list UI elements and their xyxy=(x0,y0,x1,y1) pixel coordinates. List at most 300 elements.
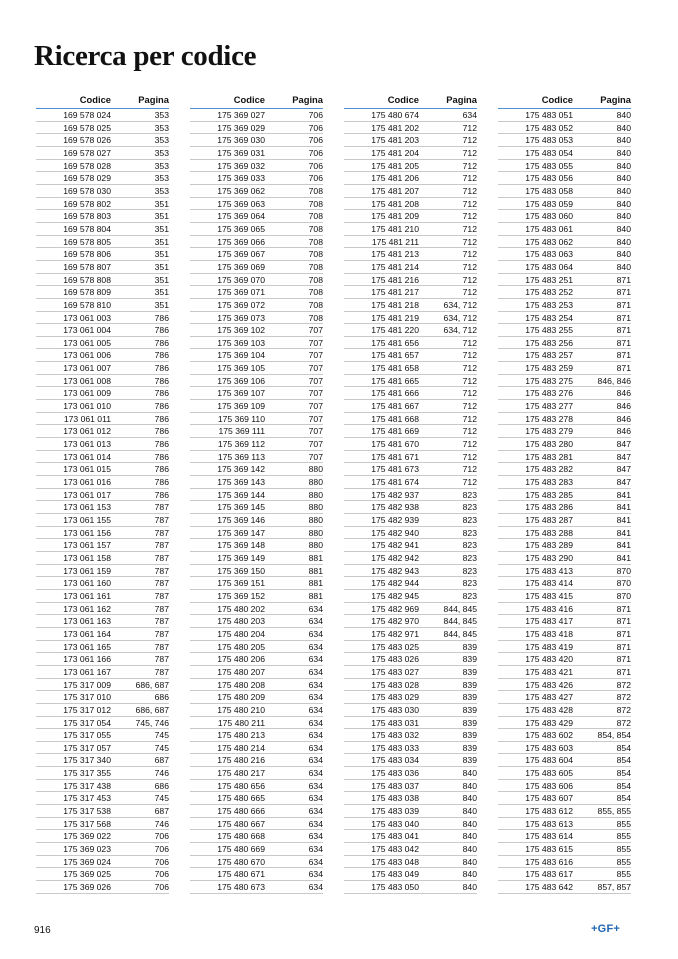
code-cell: 175 480 217 xyxy=(217,768,265,779)
page-cell: 634 xyxy=(308,882,323,893)
table-row xyxy=(36,868,169,881)
page-cell: 840 xyxy=(616,236,631,247)
code-cell: 169 578 807 xyxy=(63,261,111,272)
code-cell: 175 480 202 xyxy=(217,603,265,614)
code-cell: 175 483 054 xyxy=(525,147,573,158)
table-row xyxy=(498,223,631,236)
code-cell: 173 061 161 xyxy=(63,590,111,601)
table-row xyxy=(344,425,477,438)
table-row xyxy=(190,375,323,388)
table-row xyxy=(344,691,477,704)
page-cell: 351 xyxy=(154,249,169,260)
code-cell: 169 578 806 xyxy=(63,249,111,260)
page-cell: 351 xyxy=(154,211,169,222)
table-row xyxy=(36,248,169,261)
table-row xyxy=(344,501,477,514)
table-row xyxy=(36,666,169,679)
table-row xyxy=(344,843,477,856)
page-cell: 786 xyxy=(154,337,169,348)
code-cell: 175 481 668 xyxy=(371,413,419,424)
table-row xyxy=(36,628,169,641)
page-cell: 839 xyxy=(462,755,477,766)
page-cell: 839 xyxy=(462,654,477,665)
code-cell: 175 483 064 xyxy=(525,261,573,272)
table-row xyxy=(344,122,477,135)
table-row xyxy=(344,413,477,426)
table-row xyxy=(498,729,631,742)
page-cell: 745, 746 xyxy=(135,717,169,728)
table-row xyxy=(36,767,169,780)
table-row xyxy=(344,109,477,122)
table-row xyxy=(190,160,323,173)
page-cell: 353 xyxy=(154,160,169,171)
page-cell: 871 xyxy=(616,654,631,665)
table-row xyxy=(36,134,169,147)
code-cell: 175 369 062 xyxy=(217,185,265,196)
table-row xyxy=(344,552,477,565)
code-cell: 175 481 216 xyxy=(371,274,419,285)
table-row xyxy=(190,337,323,350)
code-cell: 173 061 153 xyxy=(63,502,111,513)
code-cell: 175 483 416 xyxy=(525,603,573,614)
page-cell: 746 xyxy=(154,768,169,779)
page-cell: 712 xyxy=(462,287,477,298)
page-cell: 706 xyxy=(308,135,323,146)
table-row xyxy=(498,274,631,287)
code-cell: 175 317 453 xyxy=(63,793,111,804)
page-cell: 686, 687 xyxy=(135,704,169,715)
table-row xyxy=(344,527,477,540)
code-cell: 175 483 051 xyxy=(525,110,573,120)
code-cell: 175 369 026 xyxy=(63,882,111,893)
table-row xyxy=(498,451,631,464)
page-cell: 823 xyxy=(462,552,477,563)
code-cell: 175 483 415 xyxy=(525,590,573,601)
page-cell: 786 xyxy=(154,451,169,462)
page-cell: 787 xyxy=(154,527,169,538)
code-cell: 175 480 207 xyxy=(217,666,265,677)
page-cell: 841 xyxy=(616,502,631,513)
code-cell: 175 483 286 xyxy=(525,502,573,513)
code-cell: 175 369 027 xyxy=(217,110,265,120)
table-row xyxy=(190,349,323,362)
page-cell: 634 xyxy=(308,654,323,665)
code-cell: 175 483 287 xyxy=(525,515,573,525)
code-cell: 175 369 070 xyxy=(217,274,265,285)
code-cell: 175 483 042 xyxy=(371,844,419,855)
code-cell: 175 483 418 xyxy=(525,628,573,639)
table-row xyxy=(498,362,631,375)
page-cell: 870 xyxy=(616,578,631,589)
code-cell: 173 061 015 xyxy=(63,464,111,475)
page-cell: 786 xyxy=(154,388,169,399)
table-row xyxy=(36,109,169,122)
code-cell: 175 483 428 xyxy=(525,704,573,715)
code-cell: 173 061 155 xyxy=(63,515,111,525)
page-cell: 634 xyxy=(308,717,323,728)
table-row xyxy=(344,590,477,603)
table-row xyxy=(36,198,169,211)
page-cell: 841 xyxy=(616,489,631,500)
page-cell: 353 xyxy=(154,185,169,196)
table-row xyxy=(498,413,631,426)
table-body xyxy=(498,109,631,894)
code-cell: 175 480 209 xyxy=(217,692,265,703)
page-cell: 706 xyxy=(308,160,323,171)
code-cell: 175 317 568 xyxy=(63,818,111,829)
page-cell: 351 xyxy=(154,223,169,234)
table-row xyxy=(36,337,169,350)
table-row xyxy=(344,780,477,793)
code-cell: 169 578 809 xyxy=(63,287,111,298)
page-cell: 712 xyxy=(462,135,477,146)
page-cell: 872 xyxy=(616,704,631,715)
code-cell: 175 483 616 xyxy=(525,856,573,867)
code-cell: 169 578 030 xyxy=(63,185,111,196)
page-cell: 745 xyxy=(154,730,169,741)
table-row xyxy=(190,501,323,514)
page-cell: 880 xyxy=(308,502,323,513)
table-row xyxy=(344,172,477,185)
table-row xyxy=(36,856,169,869)
code-cell: 173 061 160 xyxy=(63,578,111,589)
code-cell: 175 369 024 xyxy=(63,856,111,867)
table-row xyxy=(190,565,323,578)
table-row xyxy=(498,425,631,438)
page-cell: 840 xyxy=(462,793,477,804)
page-cell: 787 xyxy=(154,603,169,614)
page-cell: 786 xyxy=(154,401,169,412)
page-cell: 706 xyxy=(308,173,323,184)
table-row xyxy=(498,818,631,831)
page-cell: 746 xyxy=(154,818,169,829)
page-cell: 857, 857 xyxy=(597,882,631,893)
table-row xyxy=(498,805,631,818)
page-cell: 712 xyxy=(462,147,477,158)
table-row xyxy=(344,754,477,767)
table-row xyxy=(498,691,631,704)
page-cell: 871 xyxy=(616,603,631,614)
code-cell: 175 480 673 xyxy=(217,882,265,893)
code-cell: 175 483 612 xyxy=(525,806,573,817)
table-row xyxy=(344,210,477,223)
table-row xyxy=(344,185,477,198)
code-cell: 175 480 203 xyxy=(217,616,265,627)
page-cell: 353 xyxy=(154,122,169,133)
table-row xyxy=(36,501,169,514)
table-row xyxy=(190,679,323,692)
page-cell: 870 xyxy=(616,590,631,601)
page-cell: 847 xyxy=(616,464,631,475)
table-row xyxy=(344,805,477,818)
code-cell: 175 481 209 xyxy=(371,211,419,222)
page-cell: 712 xyxy=(462,363,477,374)
table-row xyxy=(190,236,323,249)
page-column-header: Pagina xyxy=(446,94,477,105)
page-cell: 841 xyxy=(616,540,631,551)
code-cell: 175 482 937 xyxy=(371,489,419,500)
page-cell: 353 xyxy=(154,110,169,120)
table-row xyxy=(36,223,169,236)
code-cell: 175 317 355 xyxy=(63,768,111,779)
table-row xyxy=(190,134,323,147)
page-cell: 712 xyxy=(462,198,477,209)
code-cell: 175 369 071 xyxy=(217,287,265,298)
code-cell: 175 480 208 xyxy=(217,679,265,690)
code-cell: 175 481 666 xyxy=(371,388,419,399)
page-cell: 353 xyxy=(154,135,169,146)
code-cell: 175 480 206 xyxy=(217,654,265,665)
page-cell: 634, 712 xyxy=(443,312,477,323)
page-cell: 840 xyxy=(616,173,631,184)
page-cell: 846, 846 xyxy=(597,375,631,386)
code-cell: 175 483 059 xyxy=(525,198,573,209)
code-cell: 175 483 063 xyxy=(525,249,573,260)
page-cell: 634 xyxy=(308,628,323,639)
page-cell: 712 xyxy=(462,122,477,133)
table-row xyxy=(498,792,631,805)
code-cell: 175 480 666 xyxy=(217,806,265,817)
table-row xyxy=(498,843,631,856)
table-row xyxy=(190,438,323,451)
code-cell: 175 369 029 xyxy=(217,122,265,133)
code-cell: 175 369 146 xyxy=(217,515,265,525)
page-cell: 787 xyxy=(154,616,169,627)
table-row xyxy=(190,185,323,198)
page-cell: 854 xyxy=(616,793,631,804)
code-cell: 175 369 143 xyxy=(217,477,265,488)
table-row xyxy=(344,881,477,894)
code-cell: 175 481 213 xyxy=(371,249,419,260)
code-cell: 175 481 218 xyxy=(371,299,419,310)
page-cell: 712 xyxy=(462,375,477,386)
code-cell: 175 480 665 xyxy=(217,793,265,804)
table-body xyxy=(36,109,169,894)
page-cell: 707 xyxy=(308,426,323,437)
page-cell: 712 xyxy=(462,211,477,222)
code-cell: 175 369 104 xyxy=(217,350,265,361)
page-cell: 634 xyxy=(308,704,323,715)
code-cell: 169 578 805 xyxy=(63,236,111,247)
table-row xyxy=(498,767,631,780)
code-cell: 175 483 283 xyxy=(525,477,573,488)
code-table-4 xyxy=(498,93,631,894)
page-cell: 686 xyxy=(154,692,169,703)
table-row xyxy=(190,122,323,135)
page-cell: 706 xyxy=(154,831,169,842)
page-cell: 634 xyxy=(308,856,323,867)
table-row xyxy=(498,236,631,249)
page-cell: 745 xyxy=(154,742,169,753)
code-cell: 175 483 038 xyxy=(371,793,419,804)
code-cell: 175 483 419 xyxy=(525,641,573,652)
table-row xyxy=(36,539,169,552)
code-cell: 175 483 061 xyxy=(525,223,573,234)
page-cell: 634 xyxy=(308,831,323,842)
code-cell: 175 483 617 xyxy=(525,869,573,880)
page-cell: 855 xyxy=(616,831,631,842)
code-cell: 175 480 210 xyxy=(217,704,265,715)
table-row xyxy=(498,185,631,198)
code-cell: 175 483 603 xyxy=(525,742,573,753)
table-row xyxy=(190,527,323,540)
code-cell: 173 061 156 xyxy=(63,527,111,538)
table-row xyxy=(190,577,323,590)
table-row xyxy=(344,742,477,755)
table-row xyxy=(36,236,169,249)
table-row xyxy=(36,615,169,628)
table-row xyxy=(344,312,477,325)
code-cell: 175 480 667 xyxy=(217,818,265,829)
gf-logo: +GF+ xyxy=(591,923,620,935)
table-row xyxy=(344,400,477,413)
code-cell: 175 481 210 xyxy=(371,223,419,234)
code-cell: 175 483 613 xyxy=(525,818,573,829)
page-cell: 840 xyxy=(462,831,477,842)
table-row xyxy=(190,805,323,818)
code-cell: 175 483 282 xyxy=(525,464,573,475)
page-cell: 351 xyxy=(154,198,169,209)
code-cell: 173 061 006 xyxy=(63,350,111,361)
code-cell: 173 061 008 xyxy=(63,375,111,386)
code-cell: 175 483 275 xyxy=(525,375,573,386)
page-cell: 634 xyxy=(308,806,323,817)
code-cell: 175 369 063 xyxy=(217,198,265,209)
table-row xyxy=(36,805,169,818)
code-cell: 175 483 279 xyxy=(525,426,573,437)
code-cell: 175 483 060 xyxy=(525,211,573,222)
code-cell: 175 482 945 xyxy=(371,590,419,601)
page-cell: 708 xyxy=(308,198,323,209)
table-row xyxy=(498,463,631,476)
page-cell: 840 xyxy=(462,882,477,893)
page-cell: 841 xyxy=(616,515,631,525)
code-cell: 175 483 050 xyxy=(371,882,419,893)
table-row xyxy=(344,476,477,489)
code-cell: 173 061 163 xyxy=(63,616,111,627)
table-row xyxy=(498,387,631,400)
code-cell: 175 483 277 xyxy=(525,401,573,412)
page-cell: 634 xyxy=(462,110,477,120)
code-column-header: Codice xyxy=(541,94,573,105)
code-cell: 175 483 028 xyxy=(371,679,419,690)
table-row xyxy=(190,754,323,767)
code-cell: 175 369 033 xyxy=(217,173,265,184)
page-cell: 712 xyxy=(462,173,477,184)
page-cell: 871 xyxy=(616,337,631,348)
code-cell: 175 483 036 xyxy=(371,768,419,779)
page-cell: 712 xyxy=(462,413,477,424)
table-row xyxy=(190,476,323,489)
code-cell: 173 061 016 xyxy=(63,477,111,488)
table-row xyxy=(344,717,477,730)
code-column-header: Codice xyxy=(387,94,419,105)
page-cell: 712 xyxy=(462,464,477,475)
code-cell: 175 483 429 xyxy=(525,717,573,728)
code-cell: 175 481 667 xyxy=(371,401,419,412)
table-row xyxy=(498,337,631,350)
code-cell: 175 483 039 xyxy=(371,806,419,817)
page-cell: 712 xyxy=(462,160,477,171)
page-cell: 707 xyxy=(308,401,323,412)
page-cell: 871 xyxy=(616,325,631,336)
page-cell: 844, 845 xyxy=(443,628,477,639)
table-row xyxy=(190,552,323,565)
code-cell: 175 369 145 xyxy=(217,502,265,513)
table-row xyxy=(498,704,631,717)
page-cell: 839 xyxy=(462,717,477,728)
page-cell: 708 xyxy=(308,287,323,298)
page-column-header: Pagina xyxy=(138,94,169,105)
page-cell: 634 xyxy=(308,641,323,652)
table-row xyxy=(190,641,323,654)
table-row xyxy=(498,198,631,211)
table-row xyxy=(190,767,323,780)
code-cell: 175 481 665 xyxy=(371,375,419,386)
table-row xyxy=(344,438,477,451)
page-cell: 787 xyxy=(154,515,169,525)
page-cell: 634 xyxy=(308,844,323,855)
table-row xyxy=(190,830,323,843)
code-cell: 173 061 003 xyxy=(63,312,111,323)
code-cell: 175 369 069 xyxy=(217,261,265,272)
table-row xyxy=(36,881,169,894)
table-row xyxy=(36,299,169,312)
page-cell: 786 xyxy=(154,325,169,336)
page-cell: 712 xyxy=(462,185,477,196)
table-row xyxy=(344,729,477,742)
table-row xyxy=(498,780,631,793)
table-row xyxy=(344,198,477,211)
code-cell: 173 061 167 xyxy=(63,666,111,677)
table-row xyxy=(344,337,477,350)
page-cell: 712 xyxy=(462,337,477,348)
table-row xyxy=(344,704,477,717)
code-cell: 175 481 203 xyxy=(371,135,419,146)
page-cell: 871 xyxy=(616,641,631,652)
page-cell: 707 xyxy=(308,388,323,399)
code-cell: 175 369 065 xyxy=(217,223,265,234)
page-cell: 687 xyxy=(154,806,169,817)
page-cell: 708 xyxy=(308,236,323,247)
page-cell: 706 xyxy=(154,844,169,855)
table-row xyxy=(36,349,169,362)
table-row xyxy=(36,691,169,704)
code-cell: 175 483 259 xyxy=(525,363,573,374)
code-cell: 175 369 107 xyxy=(217,388,265,399)
code-cell: 175 480 674 xyxy=(371,110,419,120)
table-row xyxy=(498,742,631,755)
code-cell: 175 483 614 xyxy=(525,831,573,842)
table-row xyxy=(498,881,631,894)
code-cell: 175 317 012 xyxy=(63,704,111,715)
page-cell: 854 xyxy=(616,755,631,766)
code-cell: 173 061 011 xyxy=(63,413,111,424)
code-cell: 175 369 023 xyxy=(63,844,111,855)
page-cell: 787 xyxy=(154,502,169,513)
page-cell: 707 xyxy=(308,325,323,336)
code-cell: 175 480 670 xyxy=(217,856,265,867)
table-row xyxy=(498,312,631,325)
code-cell: 175 317 054 xyxy=(63,717,111,728)
table-row xyxy=(36,425,169,438)
table-row xyxy=(190,312,323,325)
page-cell: 634 xyxy=(308,742,323,753)
code-cell: 175 481 211 xyxy=(371,236,419,247)
table-row xyxy=(498,615,631,628)
table-row xyxy=(190,590,323,603)
page-cell: 840 xyxy=(462,818,477,829)
